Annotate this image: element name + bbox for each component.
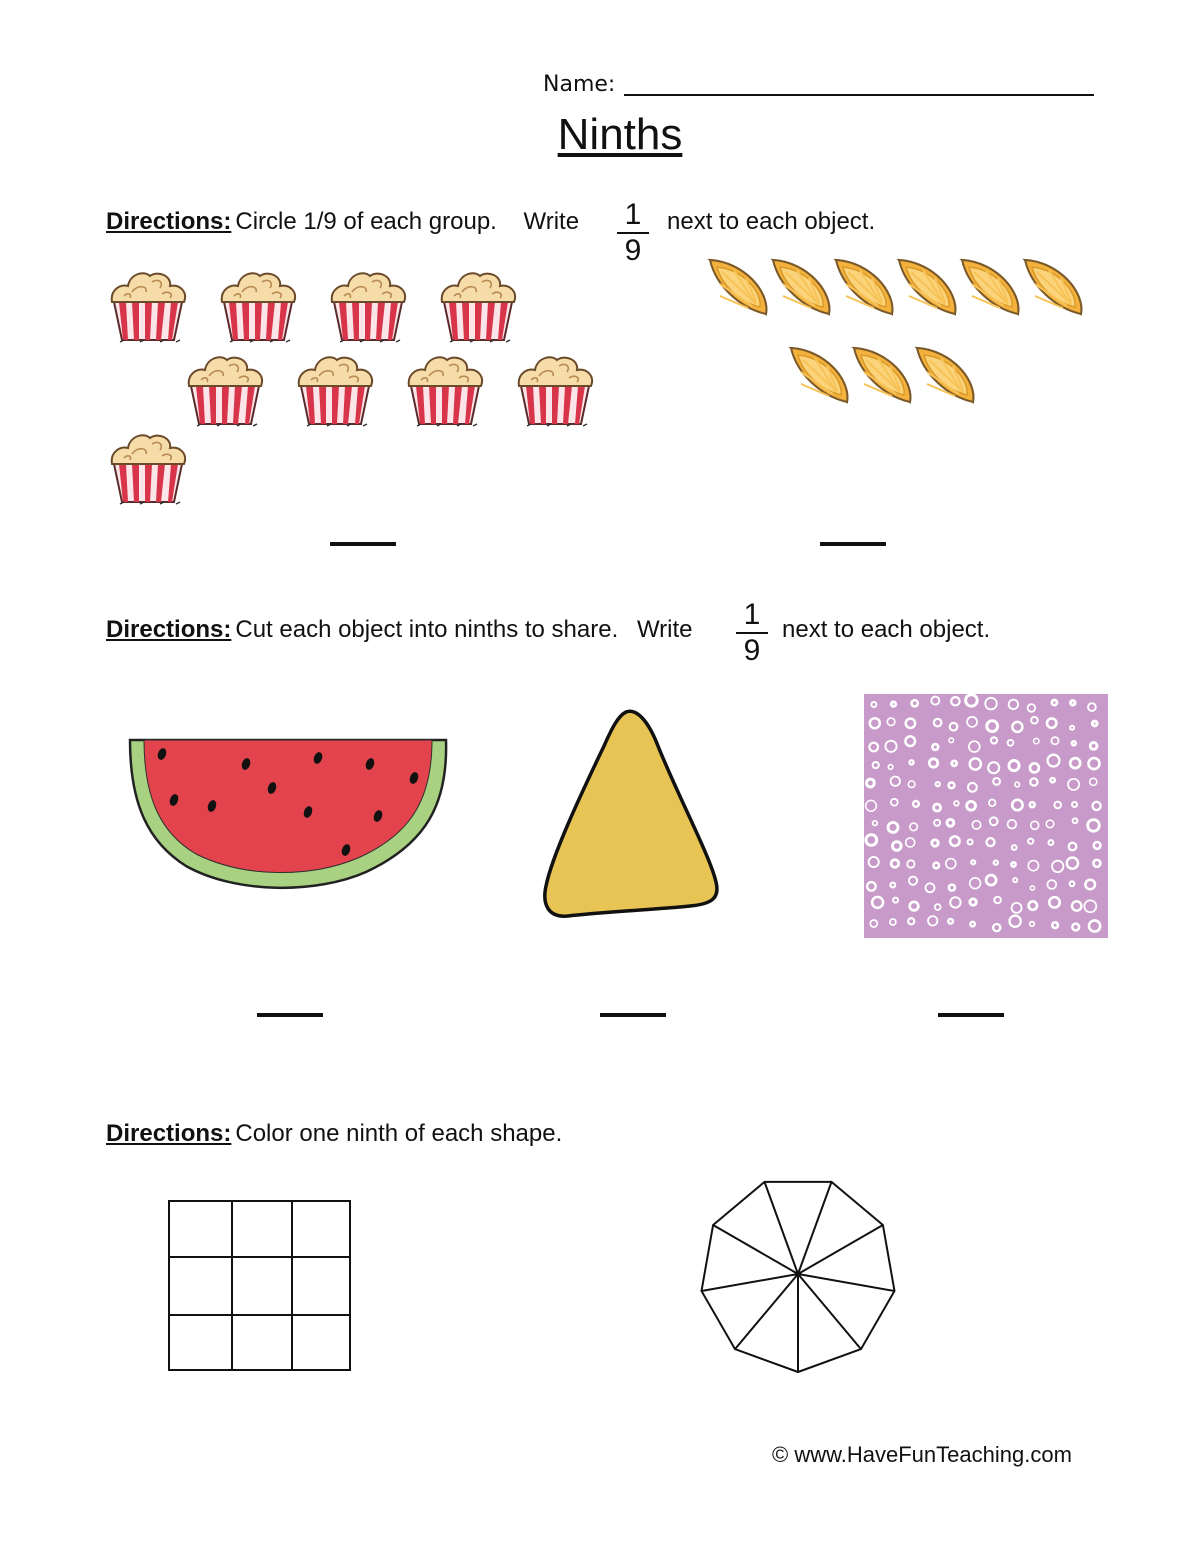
section1-directions — [106, 208, 579, 236]
cupcake-icon — [297, 352, 377, 430]
purple-square-icon — [864, 694, 1108, 938]
after-text: next to each object. — [782, 616, 991, 643]
answer-blank[interactable] — [938, 1013, 1004, 1017]
orange-slice-icon — [911, 344, 977, 408]
orange-slice-icon — [830, 256, 896, 320]
fraction-numerator: 1 — [743, 598, 761, 631]
write-text: Write — [523, 208, 580, 235]
grid-3x3-shape[interactable] — [168, 1200, 352, 1372]
footer-copyright: © www.HaveFunTeaching.com — [772, 1442, 1072, 1467]
cupcake-icon — [517, 352, 597, 430]
cupcake-icon — [220, 268, 300, 346]
section2-directions — [106, 616, 693, 644]
watermelon-icon — [126, 734, 452, 898]
orange-slice-icon — [1019, 256, 1085, 320]
directions-text: Circle 1/9 of each group. — [235, 208, 497, 235]
nonagon-shape[interactable] — [698, 1172, 898, 1370]
fraction-one-ninth — [613, 198, 653, 268]
directions-label: Directions: — [106, 1120, 232, 1147]
orange-slice-icon — [956, 256, 1022, 320]
directions-text: Color one ninth of each shape. — [235, 1120, 563, 1147]
orange-slice-icon — [704, 256, 770, 320]
section3-directions — [106, 1120, 562, 1148]
fraction-denominator: 9 — [624, 234, 642, 267]
directions-text: Cut each object into ninths to share. — [235, 616, 619, 643]
cupcake-icon — [440, 268, 520, 346]
answer-blank[interactable] — [600, 1013, 666, 1017]
name-label: Name: — [543, 72, 616, 97]
directions-label: Directions: — [106, 616, 232, 643]
name-blank-line[interactable] — [624, 94, 1094, 96]
fraction-numerator: 1 — [624, 198, 642, 231]
cupcake-icon — [407, 352, 487, 430]
orange-slice-icon — [767, 256, 833, 320]
directions-label: Directions: — [106, 208, 232, 235]
fraction-denominator: 9 — [743, 634, 761, 667]
cupcake-icon — [110, 430, 190, 508]
page-title: Ninths — [557, 110, 683, 159]
cupcake-icon — [187, 352, 267, 430]
chip-icon — [540, 706, 724, 922]
write-text: Write — [636, 616, 693, 643]
answer-blank[interactable] — [257, 1013, 323, 1017]
cupcake-icon — [110, 268, 190, 346]
answer-blank[interactable] — [820, 542, 886, 546]
orange-slice-icon — [785, 344, 851, 408]
fraction-one-ninth — [732, 598, 772, 668]
answer-blank[interactable] — [330, 542, 396, 546]
cupcake-icon — [330, 268, 410, 346]
after-text: next to each object. — [667, 208, 876, 235]
orange-slice-icon — [893, 256, 959, 320]
orange-slice-icon — [848, 344, 914, 408]
